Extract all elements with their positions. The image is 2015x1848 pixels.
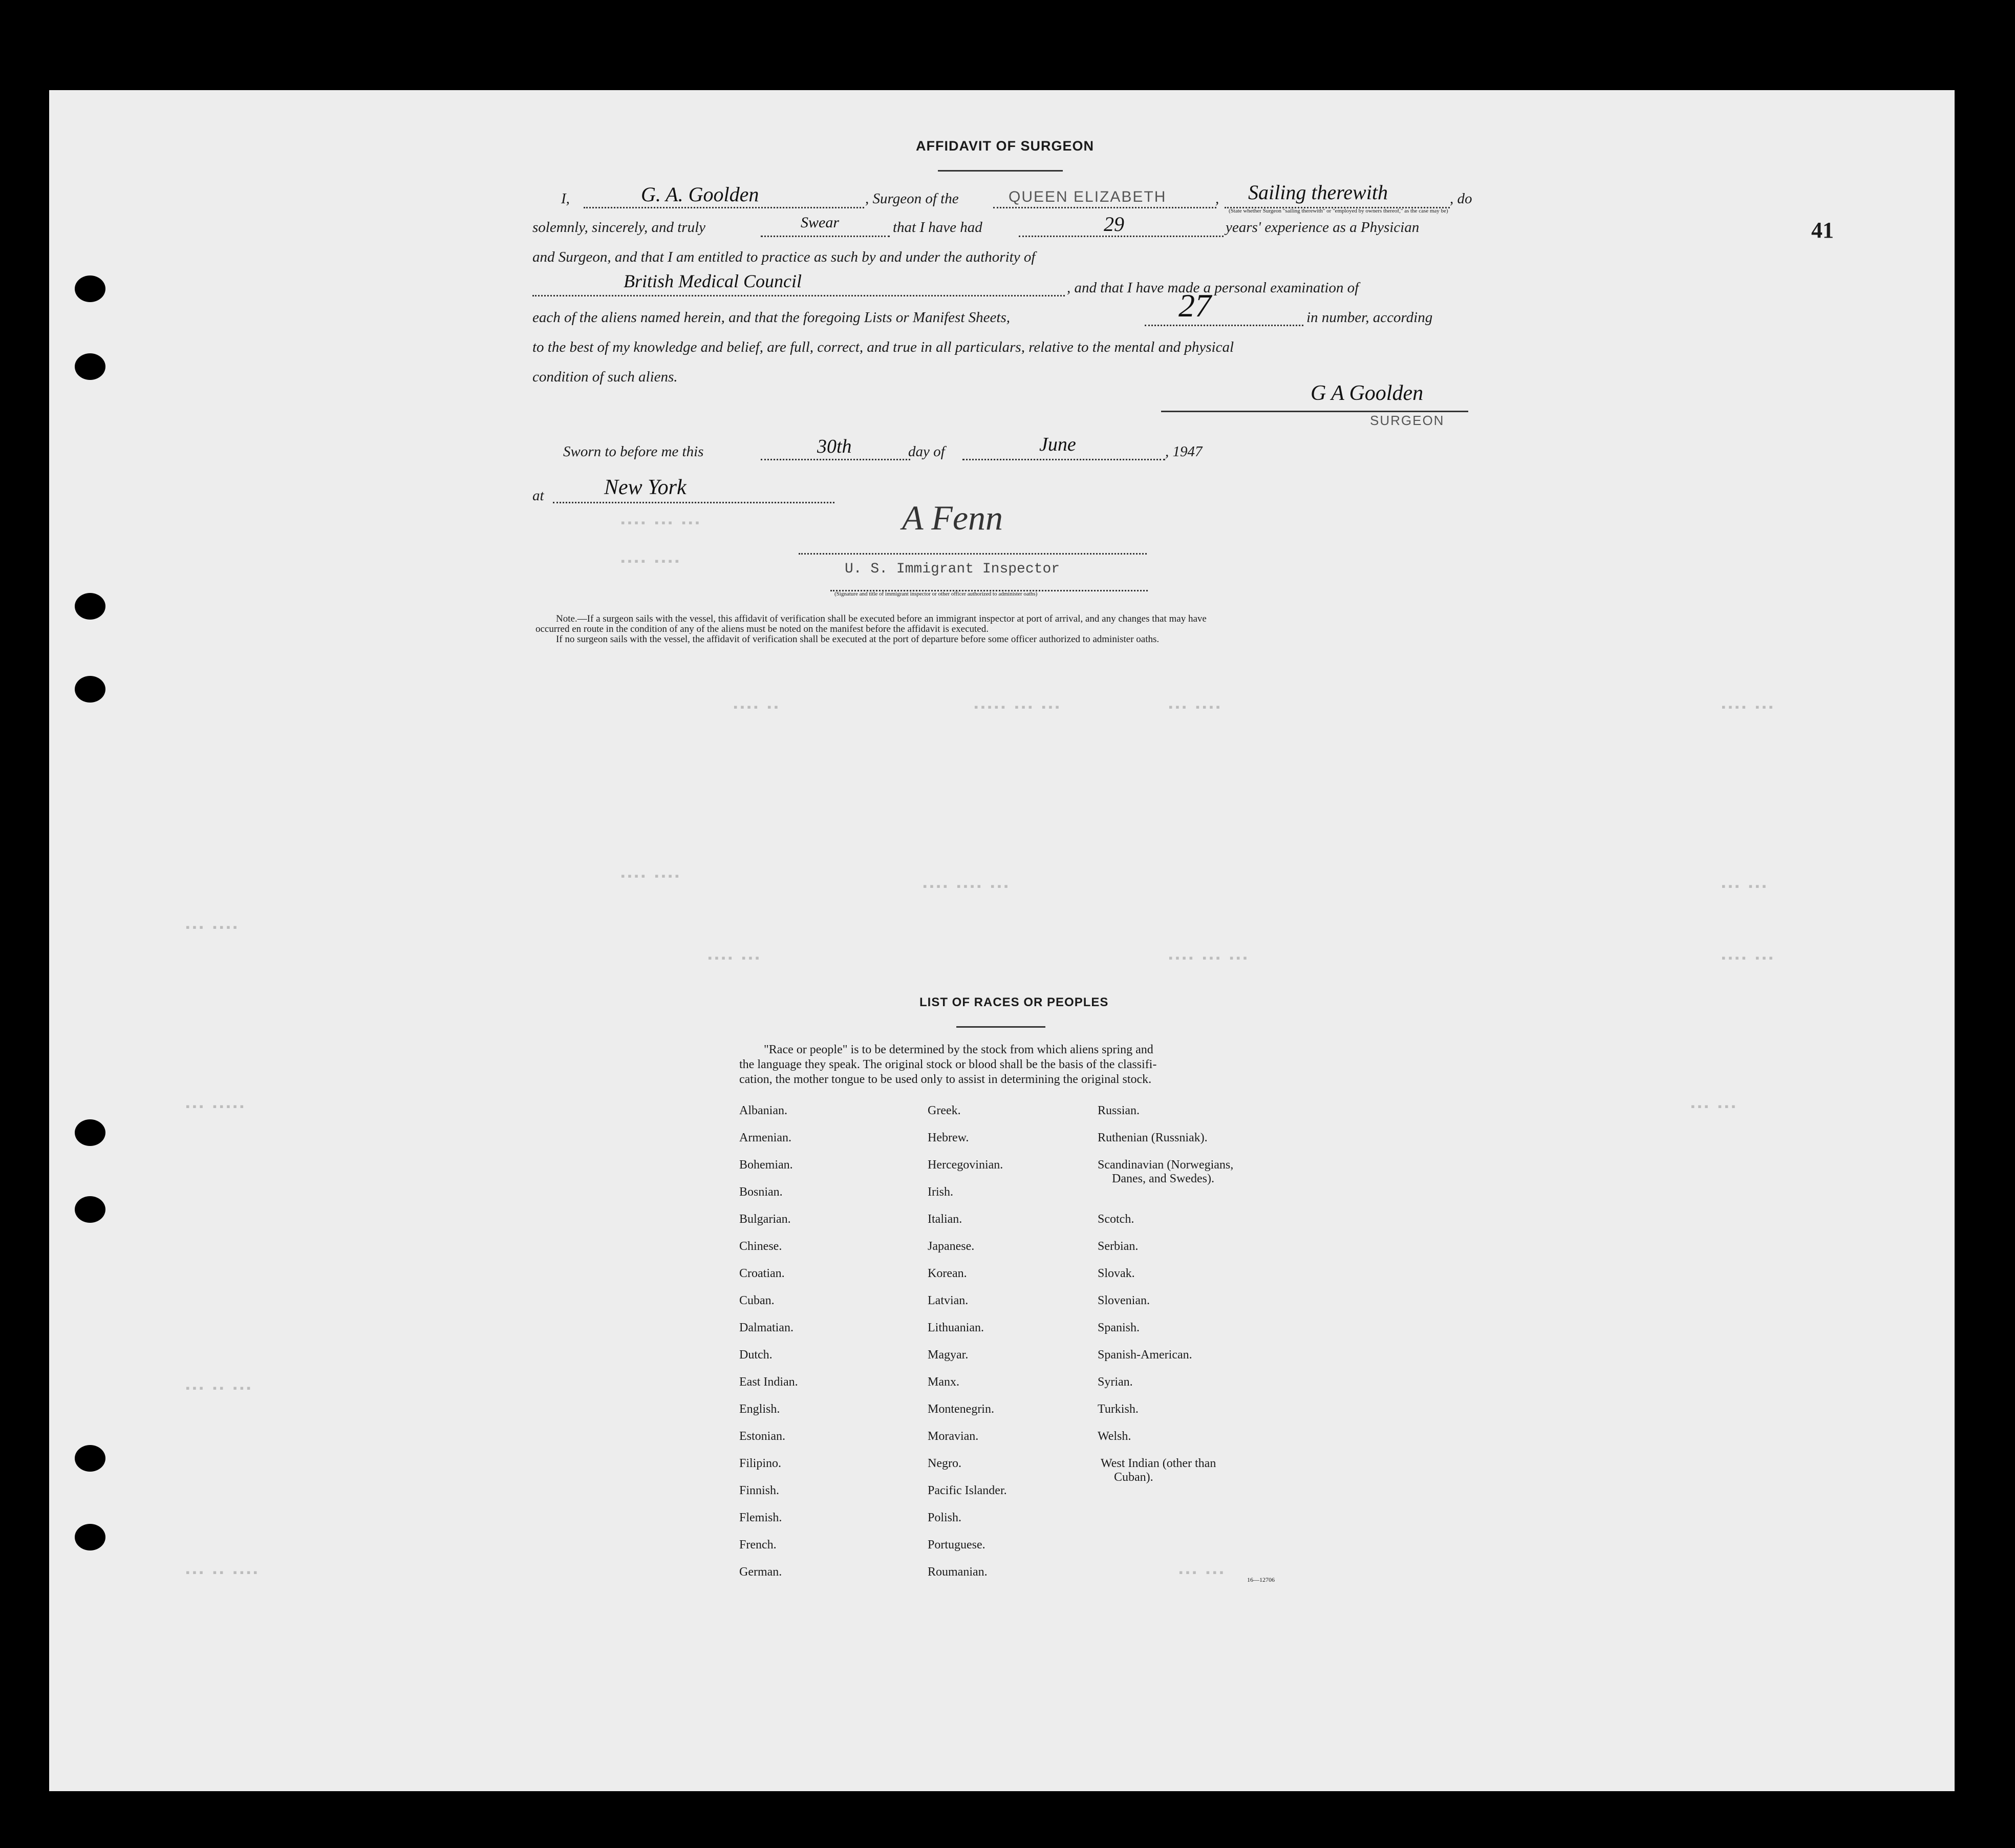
race-entry: Montenegrin. xyxy=(928,1403,994,1416)
oath: Swear xyxy=(801,214,839,231)
w-i: I, xyxy=(561,190,570,207)
race-entry: Portuguese. xyxy=(928,1538,985,1552)
race-entry: Roumanian. xyxy=(928,1565,988,1579)
w-best-knowledge: to the best of my knowledge and belief, are full, correct, and true in all particulars, relative to the mental and physical xyxy=(532,339,1234,355)
oath-line xyxy=(761,236,890,237)
race-entry: Syrian. xyxy=(1098,1375,1133,1389)
race-entry: East Indian. xyxy=(739,1375,798,1389)
races-intro-1: "Race or people" is to be determined by the stock from which aliens spring and xyxy=(764,1043,1153,1056)
w-in-number: in number, according xyxy=(1306,309,1433,326)
race-entry: Scotch. xyxy=(1098,1213,1134,1226)
signature-line xyxy=(1161,411,1468,412)
race-entry: Scandinavian (Norwegians, xyxy=(1098,1158,1234,1172)
race-entry: Serbian. xyxy=(1098,1240,1139,1253)
affidavit-title: AFFIDAVIT OF SURGEON xyxy=(916,138,1094,154)
note-line-3: If no surgeon sails with the vessel, the affidavit of verification shall be executed at the port of departure before some officer authorized to administer oaths. xyxy=(556,634,1160,645)
form-code: 16—12706 xyxy=(1247,1576,1275,1583)
inspector-line xyxy=(799,553,1147,555)
authority: British Medical Council xyxy=(624,271,802,291)
binder-hole xyxy=(75,1196,105,1223)
w-comma1: , xyxy=(1215,190,1219,207)
race-entry: French. xyxy=(739,1538,777,1552)
day-line xyxy=(761,459,910,460)
page-number: 41 xyxy=(1811,218,1834,243)
race-entry: Pacific Islander. xyxy=(928,1484,1007,1497)
w-each-alien: each of the aliens named herein, and that the foregoing Lists or Manifest Sheets, xyxy=(532,309,1010,326)
race-entry: Irish. xyxy=(928,1185,953,1199)
inspector-signature: A Fenn xyxy=(902,498,1003,537)
w-years-exp: years' experience as a Physician xyxy=(1226,219,1420,236)
title-rule xyxy=(938,170,1063,172)
w-surgeon-of-the: , Surgeon of the xyxy=(865,190,959,207)
sheet-count: 27 xyxy=(1178,287,1211,324)
note-line-2: occurred en route in the condition of any of the aliens must be noted on the manifest before the affidavit is executed. xyxy=(535,624,989,634)
race-entry: German. xyxy=(739,1565,782,1579)
race-entry: Manx. xyxy=(928,1375,959,1389)
race-entry: Magyar. xyxy=(928,1348,969,1362)
ship-name-line xyxy=(993,207,1216,208)
binder-hole xyxy=(75,593,105,620)
race-entry: Negro. xyxy=(928,1457,961,1470)
binder-hole xyxy=(75,275,105,302)
surgeon-name-line xyxy=(584,207,864,208)
race-entry: Bulgarian. xyxy=(739,1213,791,1226)
inspector-title: U. S. Immigrant Inspector xyxy=(845,561,1060,577)
race-entry: Turkish. xyxy=(1098,1403,1139,1416)
race-entry: Danes, and Swedes). xyxy=(1112,1172,1214,1185)
note-line-1: Note.—If a surgeon sails with the vessel, this affidavit of verification shall be executed before an immigrant inspector at port of arrival, and any changes that may have xyxy=(556,613,1207,624)
race-entry: Finnish. xyxy=(739,1484,780,1497)
binder-hole xyxy=(75,1119,105,1146)
binder-hole xyxy=(75,1524,105,1550)
w-condition: condition of such aliens. xyxy=(532,369,678,385)
race-entry: Cuban. xyxy=(739,1294,775,1307)
surgeon-caption: SURGEON xyxy=(1370,413,1445,428)
race-entry: Greek. xyxy=(928,1104,961,1117)
race-entry: Polish. xyxy=(928,1511,962,1524)
race-entry: Lithuanian. xyxy=(928,1321,984,1334)
w-day-of: day of xyxy=(908,443,945,460)
race-entry: Armenian. xyxy=(739,1131,791,1144)
race-entry: Korean. xyxy=(928,1267,967,1280)
sailing-status: Sailing therewith xyxy=(1248,181,1388,204)
sworn-place: New York xyxy=(604,476,687,499)
race-entry: Spanish-American. xyxy=(1098,1348,1192,1362)
race-entry: Dutch. xyxy=(739,1348,773,1362)
races-rule xyxy=(956,1026,1045,1028)
race-entry: Albanian. xyxy=(739,1104,787,1117)
race-entry: Welsh. xyxy=(1098,1430,1131,1443)
race-entry: Croatian. xyxy=(739,1267,785,1280)
race-entry: Slovak. xyxy=(1098,1267,1135,1280)
race-entry: Italian. xyxy=(928,1213,962,1226)
w-do: , do xyxy=(1450,190,1472,207)
ship-name: QUEEN ELIZABETH xyxy=(1009,188,1167,205)
race-entry: English. xyxy=(739,1403,780,1416)
race-entry: Cuban). xyxy=(1114,1471,1153,1484)
race-entry: Bosnian. xyxy=(739,1185,783,1199)
race-entry: Filipino. xyxy=(739,1457,782,1470)
years: 29 xyxy=(1104,213,1124,236)
race-entry: West Indian (other than xyxy=(1101,1457,1216,1470)
race-entry: Hebrew. xyxy=(928,1131,969,1144)
binder-hole xyxy=(75,353,105,380)
race-entry: Chinese. xyxy=(739,1240,782,1253)
race-entry: Ruthenian (Russniak). xyxy=(1098,1131,1208,1144)
race-entry: Flemish. xyxy=(739,1511,782,1524)
binder-hole xyxy=(75,676,105,703)
w-sworn: Sworn to before me this xyxy=(563,443,704,460)
surgeon-name: G. A. Goolden xyxy=(641,183,759,206)
race-entry: Japanese. xyxy=(928,1240,975,1253)
races-title: LIST OF RACES OR PEOPLES xyxy=(919,995,1109,1009)
month-line xyxy=(962,459,1165,460)
race-entry: Bohemian. xyxy=(739,1158,793,1172)
w-personal-exam: , and that I have made a personal examination of xyxy=(1067,280,1359,296)
race-entry: Russian. xyxy=(1098,1104,1140,1117)
w-solemnly: solemnly, sincerely, and truly xyxy=(532,219,706,236)
inspector-hint: (Signature and title of immigrant inspector or other officer authorized to administer oaths) xyxy=(834,591,1038,597)
w-and-surgeon: and Surgeon, and that I am entitled to practice as such by and under the authority of xyxy=(532,249,1036,265)
w-at: at xyxy=(532,487,544,504)
sheet-count-line xyxy=(1145,325,1303,326)
binder-hole xyxy=(75,1445,105,1472)
races-intro-2: the language they speak. The original stock or blood shall be the basis of the classifi- xyxy=(739,1058,1157,1071)
race-entry: Spanish. xyxy=(1098,1321,1140,1334)
surgeon-signature: G A Goolden xyxy=(1311,381,1424,405)
w-that-had: that I have had xyxy=(893,219,982,236)
sailing-hint: (State whether Surgeon "sailing therewith" or "employed by owners thereof," as the case may be) xyxy=(1229,208,1448,214)
place-line xyxy=(553,502,834,503)
race-entry: Slovenian. xyxy=(1098,1294,1150,1307)
authority-line xyxy=(532,295,1065,296)
race-entry: Estonian. xyxy=(739,1430,785,1443)
sworn-year: , 1947 xyxy=(1165,443,1203,460)
races-intro-3: cation, the mother tongue to be used only to assist in determining the original stock. xyxy=(739,1073,1152,1086)
race-entry: Dalmatian. xyxy=(739,1321,794,1334)
sworn-day: 30th xyxy=(817,436,852,457)
race-entry: Latvian. xyxy=(928,1294,969,1307)
race-entry: Moravian. xyxy=(928,1430,979,1443)
race-entry: Hercegovinian. xyxy=(928,1158,1003,1172)
sworn-month: June xyxy=(1039,434,1076,455)
